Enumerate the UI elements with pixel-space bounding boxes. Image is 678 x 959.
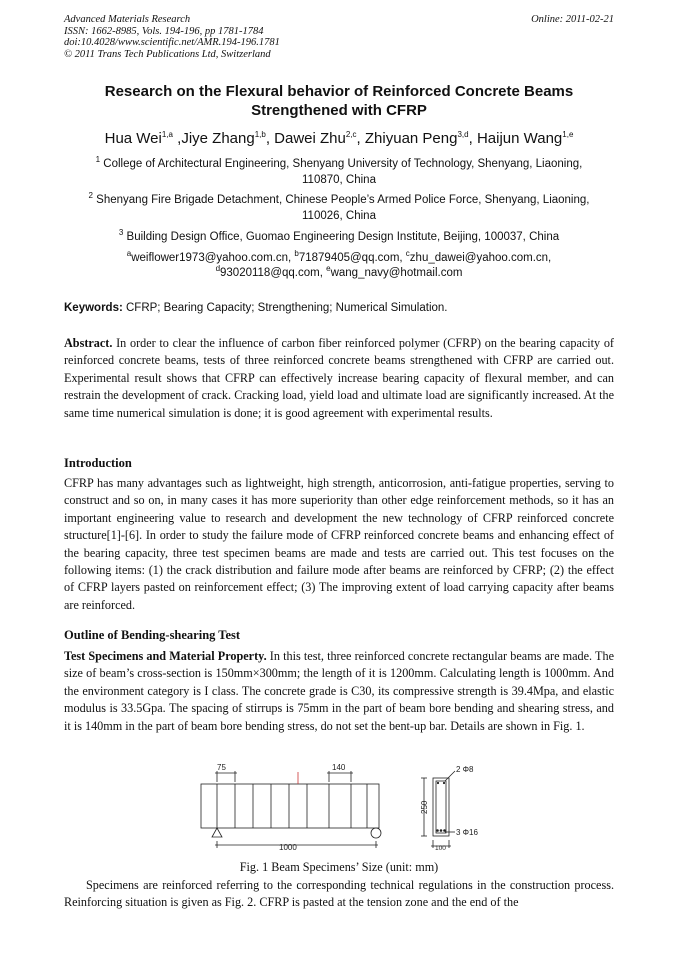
rebar-label: 3 Φ16 — [456, 828, 478, 837]
email-a[interactable]: weiflower1973@yahoo.com.cn, — [131, 252, 292, 264]
journal-issn: ISSN: 1662-8985, Vols. 194-196, pp 1781-1784 — [64, 25, 264, 37]
affiliation-1 — [64, 156, 614, 188]
introduction-text: CFRP has many advantages such as lightweight, high strength, anticorrosion, anti-fatigue properties, serving to construct and so on, in many cases it has more superiority than other edge reinforcement methods, so it has an important engineering value to research and development the new technology of CFRP reinforced concrete structure[1]-[6]. In order to study the failure mode of CFRP reinforced concrete beams and enhancing effect of the bearing capacity, three test specimen beams are made and tests are carried out. This test focuses on the following items: (1) the crack distribution and failure mode after beams are reinforced by CFRP; (2) the effect of CFRP layers pasted on reinforcement effect; (3) The improving extent of load carrying capacity after beams are reinforced. — [64, 476, 614, 612]
author-affil-mark: 1,b — [254, 130, 266, 139]
author-affil-mark: 2,c — [345, 130, 357, 139]
beam-specimen-figure — [195, 762, 495, 850]
journal-doi: doi:10.4028/www.scientific.net/AMR.194-196.1781 — [64, 37, 280, 48]
introduction-heading: Introduction — [64, 456, 132, 470]
dimension-label: 75 — [217, 763, 226, 772]
test-specimens-paragraph — [64, 648, 614, 735]
title-line-2: Strengthened with CFRP — [251, 102, 427, 119]
section-outline — [433, 778, 449, 836]
affiliation-line: College of Architectural Engineering, Shenyang University of Technology, Shenyang, Liaoning, — [103, 158, 583, 170]
section-stirrup — [436, 781, 446, 833]
roller-support — [371, 828, 381, 838]
rebar-label: 2 Φ8 — [456, 765, 474, 774]
online-date: Online: 2011-02-21 — [531, 14, 614, 25]
author-name: Jiye Zhang — [181, 130, 255, 147]
author-emails: $^a$weiflower1973@yahoo.com.cn, $^b$71879405@qq.com, $^c$zhu_dawei@yahoo.com.cn, $^d$93020118@qq.com, $^e$wang_navy@hotmail.com — [126, 249, 552, 279]
author-affil-mark: 3,d — [457, 130, 469, 139]
bottom-rebar — [436, 829, 439, 832]
dimension-label: 1000 — [279, 843, 297, 850]
figure-caption: Fig. 1 Beam Specimens’ Size (unit: mm) — [239, 860, 439, 874]
author-separator: , — [265, 130, 275, 147]
email-d[interactable]: 93020118@qq.com, — [220, 267, 323, 279]
affiliation-mark: 2 — [88, 191, 93, 201]
author-name: Hua Wei — [104, 130, 162, 147]
author-name: Haijun Wang — [476, 130, 563, 147]
email-e[interactable]: wang_navy@hotmail.com — [330, 267, 463, 279]
keywords-text: CFRP; Bearing Capacity; Strengthening; Numerical Simulation. — [122, 302, 448, 314]
journal-name: Advanced Materials Research — [64, 14, 191, 25]
journal-header — [64, 14, 280, 60]
author-separator: , — [172, 130, 182, 147]
author-name: Zhiyuan Peng — [364, 130, 458, 147]
keywords — [64, 301, 614, 316]
leader-line — [445, 771, 455, 781]
bottom-rebar — [440, 829, 443, 832]
affiliation-line: 110870, China — [302, 174, 376, 186]
affiliation-mark: 1 — [95, 155, 101, 165]
continuation-paragraph: Specimens are reinforced referring to the corresponding technical regulations in the construction process. Reinforcing situation is given as Fig. 2. CFRP is pasted at the tension zone and the end of the — [64, 878, 614, 910]
affiliation-2 — [64, 192, 614, 224]
bottom-rebar — [443, 829, 446, 832]
beam-outline — [201, 784, 379, 828]
specimens-text: In this test, three reinforced concrete rectangular beams are made. The size of beam’s cross-section is 150mm×300mm; the length of it is 1200mm. Calculating length is 1000mm. And the environment category is I class. The concrete grade is C30, its compressive strength is 39.4Mpa, and elastic modulus is 33.5Gpa. The spacing of stirrups is 75mm in the part of beam bore bending and shearing stress, and it is 140mm in the part of beam bore bending stress, do not set the bent-up bar. Details are shown in Fig. 1. — [64, 649, 615, 733]
paper-title — [64, 82, 614, 120]
dimension-label: 140 — [332, 763, 346, 772]
abstract-text: In order to clear the influence of carbon fiber reinforced polymer (CFRP) on the bearing capacity of reinforced concrete beams, tests of three reinforced concrete beams strengthened with CFRP are carried out. Experimental result shows that CFRP can effectively increase bearing capacity of flexural member, and can restrain the development of crack. Cracking load, yield load and ultimate load are significantly increased. At the same time numerical simulation is done; it is good agreement with experimental results. — [64, 336, 614, 420]
affiliation-line: Building Design Office, Guomao Engineering Design Institute, Beijing, 100037, China — [126, 231, 560, 243]
affiliation-3 — [64, 229, 614, 245]
abstract-label: Abstract. — [64, 336, 113, 350]
top-rebar — [443, 782, 445, 784]
author-affil-mark: 1,a — [161, 130, 173, 139]
title-line-1: Research on the Flexural behavior of Reinforced Concrete Beams — [104, 83, 574, 100]
author-separator: , — [468, 130, 477, 147]
top-rebar — [437, 782, 439, 784]
keywords-label: Keywords: — [64, 302, 123, 314]
abstract — [64, 335, 614, 422]
affiliation-mark: 3 — [118, 228, 124, 238]
author-list — [64, 130, 614, 148]
email-c[interactable]: zhu_dawei@yahoo.com.cn, — [409, 252, 552, 264]
email-b[interactable]: 71879405@qq.com, — [298, 252, 403, 264]
affiliation-line: Shenyang Fire Brigade Detachment, Chinese People’s Armed Police Force, Shenyang, Liaoning, — [96, 194, 590, 206]
author-separator: , — [356, 130, 365, 147]
pin-support — [212, 828, 222, 837]
affiliation-line: 110026, China — [302, 210, 376, 222]
specimens-label: Test Specimens and Material Property. — [64, 649, 267, 663]
journal-copyright: © 2011 Trans Tech Publications Ltd, Switzerland — [64, 48, 271, 60]
dimension-label: 100 — [435, 845, 446, 850]
author-name: Dawei Zhu — [274, 130, 346, 147]
dimension-label: 250 — [420, 800, 429, 814]
author-affil-mark: 1,e — [562, 130, 574, 139]
outline-heading: Outline of Bending-shearing Test — [64, 628, 241, 642]
